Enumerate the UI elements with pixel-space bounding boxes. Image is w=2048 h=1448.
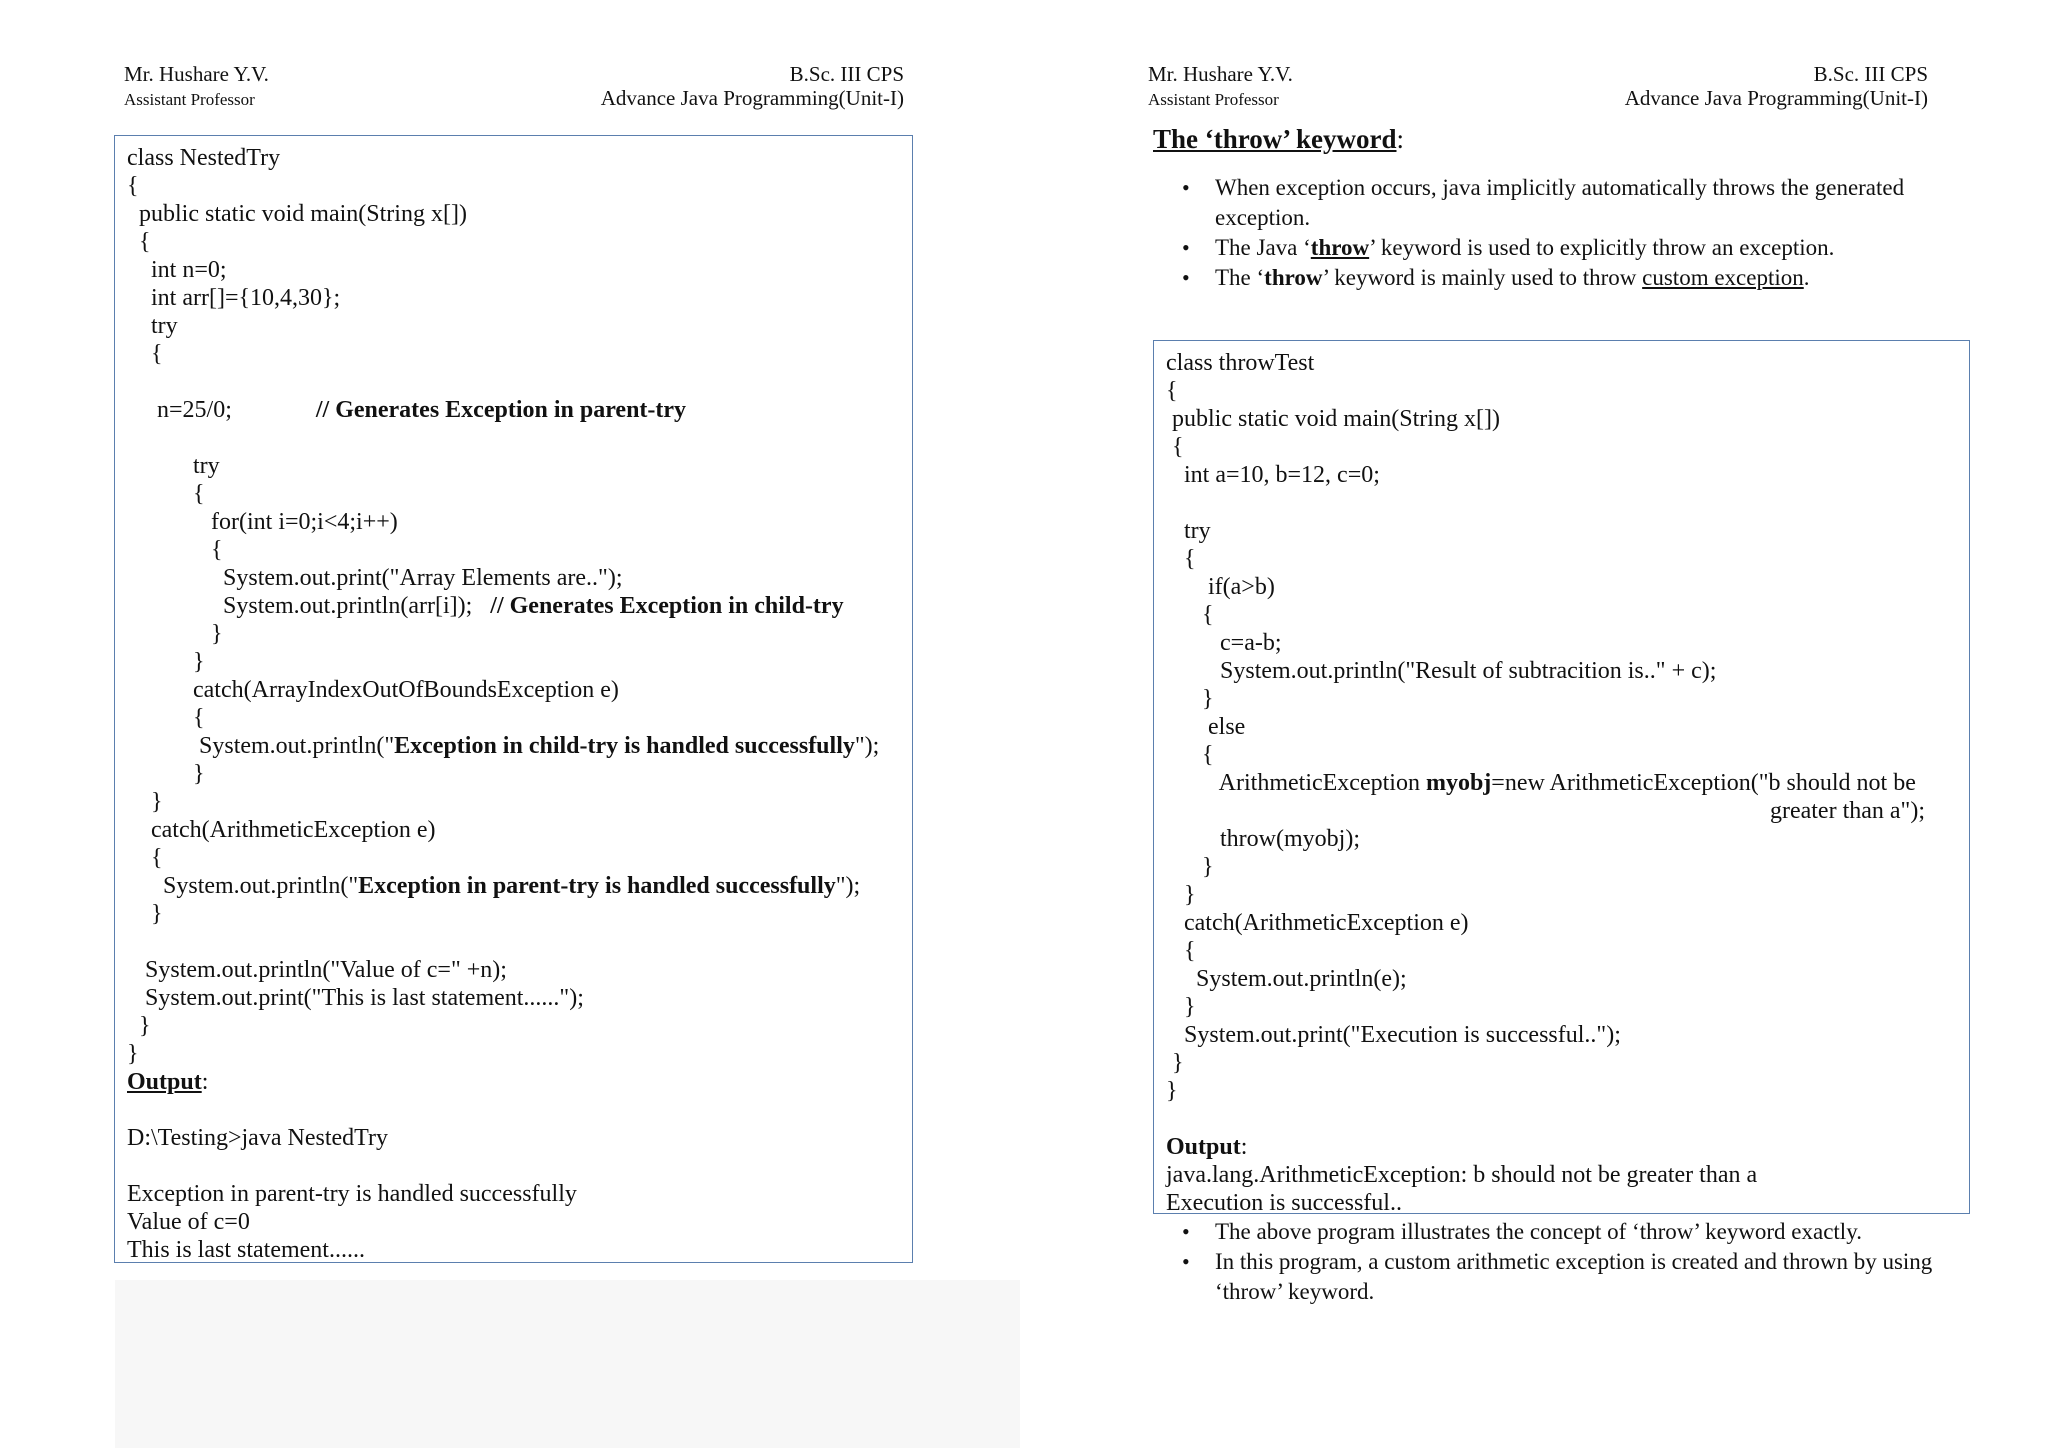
code-line: { bbox=[127, 845, 163, 871]
output-line: This is last statement...... bbox=[127, 1237, 365, 1263]
code-line: } bbox=[1166, 1050, 1184, 1076]
code-line: if(a>b) bbox=[1166, 574, 1275, 600]
code-line: throw(myobj); bbox=[1166, 826, 1360, 852]
code-line: catch(ArithmeticException e) bbox=[127, 817, 436, 843]
code-text: =new ArithmeticException("b should not be bbox=[1491, 770, 1916, 796]
code-line: } bbox=[1166, 994, 1196, 1020]
code-line: public static void main(String x[]) bbox=[127, 201, 467, 227]
author-role: Assistant Professor bbox=[124, 90, 255, 109]
code-line: { bbox=[1166, 602, 1214, 628]
output-line bbox=[127, 1152, 912, 1180]
code-line bbox=[127, 592, 912, 620]
bullet-item bbox=[1153, 1217, 1943, 1247]
code-line: try bbox=[127, 453, 220, 479]
code-text: System.out.println(arr[i]); bbox=[127, 593, 491, 619]
bullet-text: The ‘ bbox=[1215, 265, 1265, 290]
code-line: catch(ArrayIndexOutOfBoundsException e) bbox=[127, 677, 619, 703]
nested-try-code-box bbox=[114, 135, 913, 1263]
code-line: { bbox=[1166, 434, 1184, 460]
code-line: { bbox=[127, 173, 139, 199]
bullet-text: When exception occurs, java implicitly automatically throws the generated exception. bbox=[1215, 175, 1905, 230]
output-line: java.lang.ArithmeticException: b should not be greater than a bbox=[1166, 1162, 1758, 1188]
code-line: System.out.print("This is last statement......"); bbox=[127, 985, 584, 1011]
code-line: } bbox=[1166, 686, 1214, 712]
code-line: } bbox=[127, 789, 163, 815]
code-line: int n=0; bbox=[127, 257, 227, 283]
code-line: try bbox=[1166, 518, 1211, 544]
code-text: System.out.println(" bbox=[127, 733, 395, 759]
author-name: Mr. Hushare Y.V. bbox=[1148, 62, 1293, 86]
bullet-item bbox=[1153, 1247, 1943, 1307]
code-line: } bbox=[1166, 882, 1196, 908]
code-string: Exception in child-try is handled successfully bbox=[394, 733, 855, 759]
code-line: public static void main(String x[]) bbox=[1166, 406, 1500, 432]
output-line: Execution is successful.. bbox=[1166, 1190, 1402, 1216]
code-line: class throwTest bbox=[1166, 350, 1315, 376]
output-colon: : bbox=[201, 1069, 209, 1095]
output-line: Exception in parent-try is handled successfully bbox=[127, 1181, 577, 1207]
code-text: "); bbox=[854, 733, 880, 759]
code-line: catch(ArithmeticException e) bbox=[1166, 910, 1469, 936]
course-name: B.Sc. III CPS bbox=[1813, 62, 1928, 86]
throw-bullet-list bbox=[1153, 173, 1943, 293]
subject-name: Advance Java Programming(Unit-I) bbox=[600, 86, 904, 110]
section-title-text: The ‘throw’ keyword bbox=[1153, 124, 1397, 154]
bullet-text: ’ keyword is used to explicitly throw an exception. bbox=[1369, 235, 1835, 260]
code-line: { bbox=[1166, 938, 1196, 964]
bullet-item bbox=[1153, 173, 1943, 233]
code-line: System.out.println("Result of subtracition is.." + c); bbox=[1166, 658, 1717, 684]
output-colon: : bbox=[1240, 1134, 1248, 1160]
code-line: } bbox=[1166, 1078, 1178, 1104]
code-line bbox=[1166, 769, 1969, 797]
code-identifier: myobj bbox=[1425, 770, 1492, 796]
code-line bbox=[127, 1096, 912, 1124]
author-role: Assistant Professor bbox=[1148, 90, 1279, 109]
section-title-colon: : bbox=[1396, 124, 1405, 154]
code-line: int arr[]={10,4,30}; bbox=[127, 285, 341, 311]
bullet-text: . bbox=[1803, 265, 1810, 290]
code-line: System.out.print("Execution is successful.."); bbox=[1166, 1022, 1621, 1048]
output-line: Value of c=0 bbox=[127, 1209, 250, 1235]
code-line: { bbox=[127, 229, 151, 255]
bullet-text: The Java ‘ bbox=[1215, 235, 1311, 260]
output-label: Output bbox=[127, 1069, 202, 1095]
course-name: B.Sc. III CPS bbox=[789, 62, 904, 86]
code-text: n=25/0; bbox=[127, 397, 316, 423]
code-line: for(int i=0;i<4;i++) bbox=[127, 509, 398, 535]
code-line bbox=[127, 396, 912, 424]
section-title bbox=[1153, 124, 1404, 155]
bullet-keyword: throw bbox=[1310, 235, 1370, 260]
code-line: c=a-b; bbox=[1166, 630, 1282, 656]
code-line: } bbox=[127, 621, 223, 647]
code-line: int a=10, b=12, c=0; bbox=[1166, 462, 1380, 488]
bullet-item bbox=[1153, 233, 1943, 263]
code-line bbox=[127, 424, 912, 452]
code-line: } bbox=[127, 649, 205, 675]
code-line bbox=[1166, 1105, 1969, 1133]
code-line: greater than a"); bbox=[1769, 798, 1925, 824]
code-line: } bbox=[127, 1041, 139, 1067]
output-heading bbox=[1166, 1133, 1969, 1161]
code-line bbox=[127, 732, 912, 760]
code-line: } bbox=[127, 761, 205, 787]
code-text: "); bbox=[835, 873, 861, 899]
code-comment: // Generates Exception in child-try bbox=[490, 593, 844, 619]
code-line: else bbox=[1166, 714, 1246, 740]
code-line: } bbox=[1166, 854, 1214, 880]
code-line: System.out.println(e); bbox=[1166, 966, 1407, 992]
code-line bbox=[127, 928, 912, 956]
code-line: System.out.print("Array Elements are.."); bbox=[127, 565, 623, 591]
bullet-text: The above program illustrates the concept of ‘throw’ keyword exactly. bbox=[1215, 1219, 1862, 1244]
summary-bullet-list bbox=[1153, 1217, 1943, 1307]
bullet-text: ’ keyword is mainly used to throw bbox=[1322, 265, 1643, 290]
output-heading bbox=[127, 1068, 912, 1096]
bullet-item bbox=[1153, 263, 1943, 293]
page-shadow bbox=[115, 1280, 1020, 1448]
code-line: try bbox=[127, 313, 178, 339]
code-line: } bbox=[127, 901, 163, 927]
code-line: { bbox=[1166, 546, 1196, 572]
code-line bbox=[127, 368, 912, 396]
code-line: { bbox=[1166, 742, 1214, 768]
code-text: ArithmeticException bbox=[1166, 770, 1426, 796]
output-label: Output bbox=[1166, 1134, 1241, 1160]
code-comment: // Generates Exception in parent-try bbox=[315, 397, 687, 423]
code-line: { bbox=[127, 341, 163, 367]
author-name: Mr. Hushare Y.V. bbox=[124, 62, 269, 86]
code-line: { bbox=[127, 705, 205, 731]
bullet-text: In this program, a custom arithmetic exception is created and thrown by using ‘throw’ keyword. bbox=[1215, 1249, 1933, 1304]
throw-test-code-box bbox=[1153, 340, 1970, 1214]
code-string: Exception in parent-try is handled successfully bbox=[358, 873, 836, 899]
code-line: System.out.println("Value of c=" +n); bbox=[127, 957, 507, 983]
bullet-keyword: throw bbox=[1264, 265, 1323, 290]
output-line: D:\Testing>java NestedTry bbox=[127, 1125, 388, 1151]
subject-name: Advance Java Programming(Unit-I) bbox=[1624, 86, 1928, 110]
code-line: { bbox=[127, 481, 205, 507]
code-line: { bbox=[1166, 378, 1178, 404]
code-line bbox=[127, 872, 912, 900]
code-line bbox=[1166, 489, 1969, 517]
code-text: System.out.println(" bbox=[127, 873, 359, 899]
code-line: { bbox=[127, 537, 223, 563]
code-line: class NestedTry bbox=[127, 145, 281, 171]
bullet-underlined: custom exception bbox=[1642, 265, 1804, 290]
code-line: } bbox=[127, 1013, 151, 1039]
